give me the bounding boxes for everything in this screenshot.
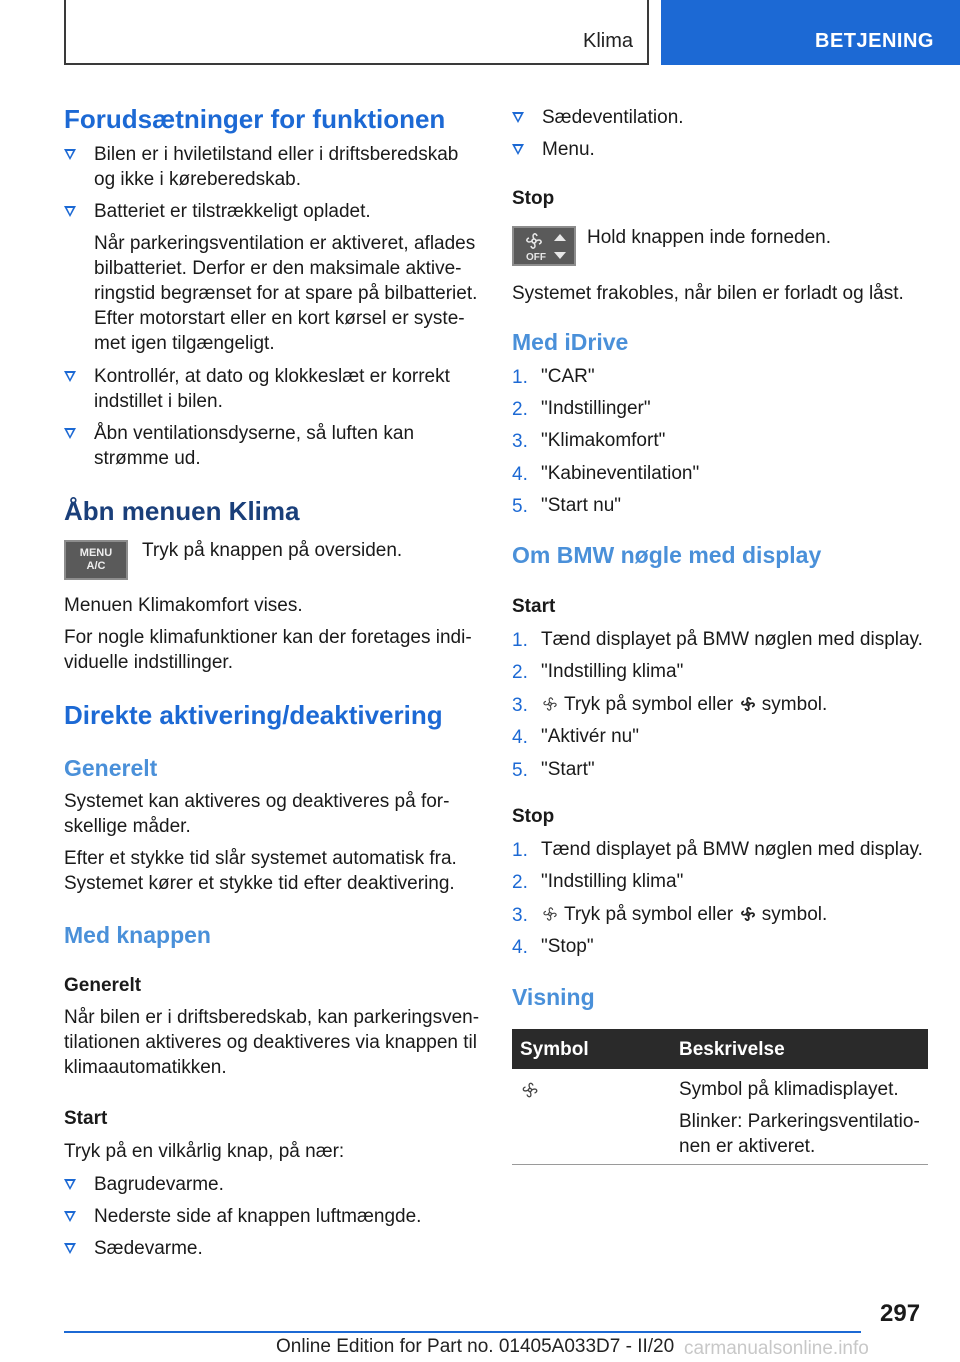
step-number: 3. bbox=[512, 431, 528, 453]
step-text bbox=[541, 902, 941, 927]
step-number: 2. bbox=[512, 662, 528, 684]
menu-instruction: Tryk på knappen på oversiden. bbox=[142, 540, 403, 561]
page-number: 297 bbox=[880, 1300, 921, 1327]
fan-bold-icon bbox=[739, 695, 757, 713]
battery-note: Når parkeringsventilation er aktiveret, aflades bilbatteriet. Derfor er den maksimale aktive- ringstid begrænset for at spare på bilbatteriet. Efter motorstart eller en kort kørsel er syste- met igen tilgængeligt. bbox=[94, 233, 478, 354]
bullet-triangle-icon bbox=[64, 1243, 76, 1254]
step-number: 1. bbox=[512, 630, 528, 651]
step-text: "Indstilling klima" bbox=[541, 661, 684, 683]
column-header-symbol: Symbol bbox=[520, 1039, 589, 1060]
menu-paragraph: For nogle klimafunktioner kan der foretages indi- viduelle indstillinger. bbox=[64, 627, 472, 673]
off-label: OFF bbox=[526, 252, 546, 263]
step-text: "Start nu" bbox=[541, 494, 622, 516]
footer-edition: Online Edition for Part no. 01405A033D7 - II/20 bbox=[276, 1336, 675, 1357]
watermark: carmanualsonline.info bbox=[684, 1338, 869, 1359]
footer-divider bbox=[64, 1331, 861, 1333]
generelt-paragraph: Systemet kan aktiveres og deaktiveres på for- skellige måder. bbox=[64, 791, 450, 837]
fan-icon bbox=[541, 695, 559, 713]
subheading-stop-key: Stop bbox=[512, 806, 555, 827]
step-number: 4. bbox=[512, 936, 528, 958]
header-section-box bbox=[64, 0, 649, 65]
step-text-part: symbol. bbox=[761, 693, 828, 715]
step-text: Tænd displayet på BMW nøglen med display. bbox=[541, 839, 923, 860]
step-number: 2. bbox=[512, 872, 528, 894]
step-text: Tænd displayet på BMW nøglen med display. bbox=[541, 629, 923, 650]
step-text: "Klimakomfort" bbox=[541, 430, 666, 452]
subheading-start: Start bbox=[64, 1108, 108, 1129]
start-paragraph: Tryk på en vilkårlig knap, på nær: bbox=[64, 1141, 345, 1162]
fan-off-button-icon bbox=[512, 226, 576, 266]
knappen-paragraph: Når bilen er i driftsberedskab, kan parkeringsven- tilationen aktiveres og deaktiveres via knappen til klimaautomatikken. bbox=[64, 1007, 480, 1078]
step-text: "Aktivér nu" bbox=[541, 726, 639, 748]
step-number: 3. bbox=[512, 694, 528, 716]
heading-menu-klima: Åbn menuen Klima bbox=[64, 496, 300, 526]
bullet-triangle-icon bbox=[64, 1211, 76, 1222]
step-number: 3. bbox=[512, 904, 528, 926]
heading-visning: Visning bbox=[512, 984, 595, 1010]
stop-instruction: Hold knappen inde forneden. bbox=[587, 227, 832, 248]
step-number: 2. bbox=[512, 399, 528, 421]
step-number: 4. bbox=[512, 463, 528, 485]
menu-paragraph: Menuen Klimakomfort vises. bbox=[64, 595, 303, 616]
bullet-triangle-icon bbox=[64, 428, 76, 439]
header-chapter-title: BETJENING bbox=[815, 30, 934, 52]
step-text: "Start" bbox=[541, 758, 595, 780]
step-number: 1. bbox=[512, 840, 528, 861]
list-item: Nederste side af knappen luftmængde. bbox=[64, 1204, 478, 1229]
step-number: 5. bbox=[512, 495, 528, 517]
step-text bbox=[541, 692, 941, 717]
fan-icon bbox=[520, 1080, 540, 1100]
step-text: "Stop" bbox=[541, 935, 594, 957]
step-text: "Indstillinger" bbox=[541, 398, 651, 420]
step-number: 4. bbox=[512, 727, 528, 749]
table-divider bbox=[512, 1164, 928, 1165]
list-item: Åbn ventilationsdyserne, så luften kan strømme ud. bbox=[64, 421, 478, 471]
table-header bbox=[512, 1029, 928, 1069]
header-section-title: Klima bbox=[582, 30, 633, 52]
list-item: Bilen er i hviletilstand eller i driftsberedskab og ikke i køreberedskab. bbox=[64, 142, 478, 192]
generelt-paragraph: Efter et stykke tid slår systemet automatisk fra. Systemet kører et stykke tid efter deaktivering. bbox=[64, 848, 457, 894]
step-text-part: Tryk på symbol eller bbox=[563, 903, 734, 925]
step-text: "Kabineventilation" bbox=[541, 462, 700, 484]
bullet-triangle-icon bbox=[64, 1179, 76, 1190]
header-chapter-box bbox=[661, 0, 960, 65]
step-text: "Indstilling klima" bbox=[541, 871, 684, 893]
heading-med-knappen: Med knappen bbox=[64, 922, 211, 948]
list-item: Menu. bbox=[512, 137, 930, 162]
list-item: Bagrudevarme. bbox=[64, 1172, 478, 1197]
heading-bmw-key: Om BMW nøgle med display bbox=[512, 542, 822, 568]
heading-generelt: Generelt bbox=[64, 755, 158, 781]
list-item: Kontrollér, at dato og klokkeslæt er korrekt indstillet i bilen. bbox=[64, 364, 478, 414]
subheading-generelt: Generelt bbox=[64, 975, 142, 996]
step-text-part: Tryk på symbol eller bbox=[563, 693, 734, 715]
step-number: 5. bbox=[512, 759, 528, 781]
bullet-triangle-icon bbox=[64, 371, 76, 382]
heading-idrive: Med iDrive bbox=[512, 329, 629, 355]
list-item: Sædevarme. bbox=[64, 1236, 478, 1261]
stop-paragraph: Systemet frakobles, når bilen er forladt og låst. bbox=[512, 283, 904, 304]
subheading-stop: Stop bbox=[512, 188, 555, 209]
heading-forudsaetninger: Forudsætninger for funktionen bbox=[64, 104, 446, 134]
step-text: "CAR" bbox=[541, 366, 595, 387]
column-header-beskrivelse: Beskrivelse bbox=[679, 1039, 785, 1060]
bullet-triangle-icon bbox=[512, 144, 524, 155]
step-number: 1. bbox=[512, 367, 528, 388]
bullet-triangle-icon bbox=[512, 112, 524, 123]
heading-direkte: Direkte aktivering/deaktivering bbox=[64, 700, 443, 730]
bullet-triangle-icon bbox=[64, 149, 76, 160]
list-item: Sædeventilation. bbox=[512, 105, 930, 130]
list-item: Batteriet er tilstrækkeligt opladet. bbox=[64, 199, 478, 224]
step-text-part: symbol. bbox=[761, 903, 828, 925]
bullet-triangle-icon bbox=[64, 206, 76, 217]
fan-icon bbox=[541, 905, 559, 923]
table-row: Symbol på klimadisplayet. Blinker: Parkeringsventilatio- nen er aktiveret. bbox=[679, 1079, 920, 1157]
subheading-start-key: Start bbox=[512, 596, 556, 617]
fan-bold-icon bbox=[739, 905, 757, 923]
menu-ac-button-icon: MENU A/C bbox=[64, 540, 128, 580]
